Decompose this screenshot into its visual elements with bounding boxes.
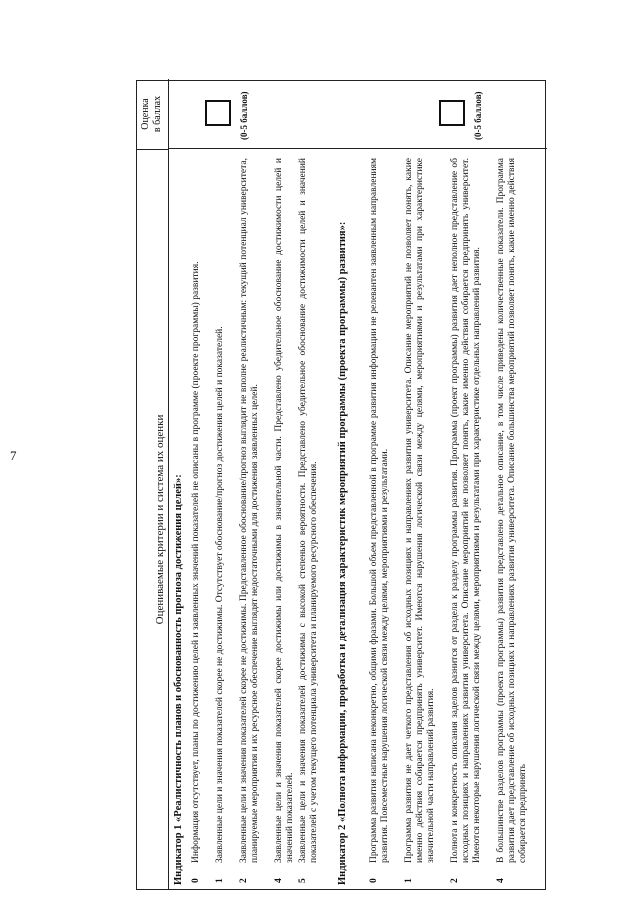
table-header: [137, 79, 169, 889]
criteria-table: [136, 80, 546, 890]
score-range-indicator2: (0-5 баллов): [473, 91, 483, 140]
item-text: Программа развития написана неконкретно, общими фразами. Большой объем представленной в программе развития информации не релевантен заявленным направлениям развития. Повсеместные нарушения логической связи между целями, мероприятиями и результатами.: [369, 158, 390, 863]
item-score: 0: [369, 878, 379, 883]
indicator2-title: Индикатор 2 «Полнота информации, проработка и детализация характеристик мероприятий программы (проекта программы) развития»:: [337, 221, 348, 885]
score-box-indicator1[interactable]: [205, 100, 231, 126]
rotated-table-frame: [136, 80, 546, 890]
indicator1-title: Индикатор 1 «Реалистичность планов и обоснованность прогноза достижения целей»:: [173, 474, 184, 885]
item-text: Заявленные цели и значения показателей достижимы с высокой степенью вероятности. Представлено убедительное обоснование достижимости целей и значений показателей с учетом текущего потенциала университета и планируемого ресурсного обеспечения.: [298, 158, 319, 863]
item-score: 4: [496, 878, 506, 883]
score-range-indicator1: (0-5 баллов): [239, 91, 249, 140]
item-score: 1: [215, 878, 225, 883]
item-score: 5: [298, 878, 308, 883]
item-text: Заявленные цели и значения показателей скорее не достижимы. Представленное обоснование/прогноз выглядит не вполне реалистичным: текущий потенциал университета, планируемые мероприятия и их ресурсное обеспечение выглядят недостаточными для достижения заявленных целей.: [239, 158, 260, 863]
item-score: 2: [239, 878, 249, 883]
item-score: 4: [274, 878, 284, 883]
item-text: Заявленные цели и значения показателей скорее достижимы или достижимы в значительной части. Представлено убедительное обоснование достижимости целей и значений показателей.: [274, 158, 295, 863]
score-column: [169, 79, 547, 149]
score-header-line2: в баллах: [152, 95, 163, 133]
item-text: Заявленные цели и значения показателей скорее не достижимы. Отсутствует обоснование/прогноз достижения целей и показателей.: [215, 326, 225, 863]
criteria-column-header: Оцениваемые критерии и система их оценки: [137, 149, 169, 889]
page-number: 7: [10, 448, 17, 463]
item-score: 1: [404, 878, 414, 883]
item-text: Информация отсутствует, планы по достижению целей и заявленных значений показателей не описаны в программе (проекте программы) развития.: [191, 261, 201, 863]
item-score: 0: [191, 878, 201, 883]
item-text: Программа развития не дает четкого представления об исходных позициях и направлениях развития университета. Описание мероприятий не позволяет понять, какие именно действия собирается предпринять университет. Имеются нарушения логической связи между целями, мероприятиями и результатами при характеристике значительной части направлений развития.: [404, 158, 436, 863]
score-column-header: [137, 79, 169, 149]
score-header-line1: Оценка: [140, 98, 151, 130]
score-box-indicator2[interactable]: [439, 100, 465, 126]
item-text: В большинстве разделов программы (проекта программы) развития представлено детальное описание, в том числе приведены количественные показатели. Программа развития дает представление об исходных позициях и направлениях развития университета. Описание большинства мероприятий позволяет понять, какие именно действия собирается предпринять: [496, 158, 528, 863]
item-score: 2: [450, 878, 460, 883]
item-text: Полнота и конкретность описания заделов разнится от раздела к разделу программы развития. Программа (проект программы) развития дает неполное представление об исходных позициях и направлениях развития университета. Описание мероприятий не позволяет понять, какие именно действия собирается предпринять университет. Имеются некоторые нарушения логической связи между целями, мероприятиями и результатами при характеристике отдельных направлений развития.: [450, 158, 482, 863]
